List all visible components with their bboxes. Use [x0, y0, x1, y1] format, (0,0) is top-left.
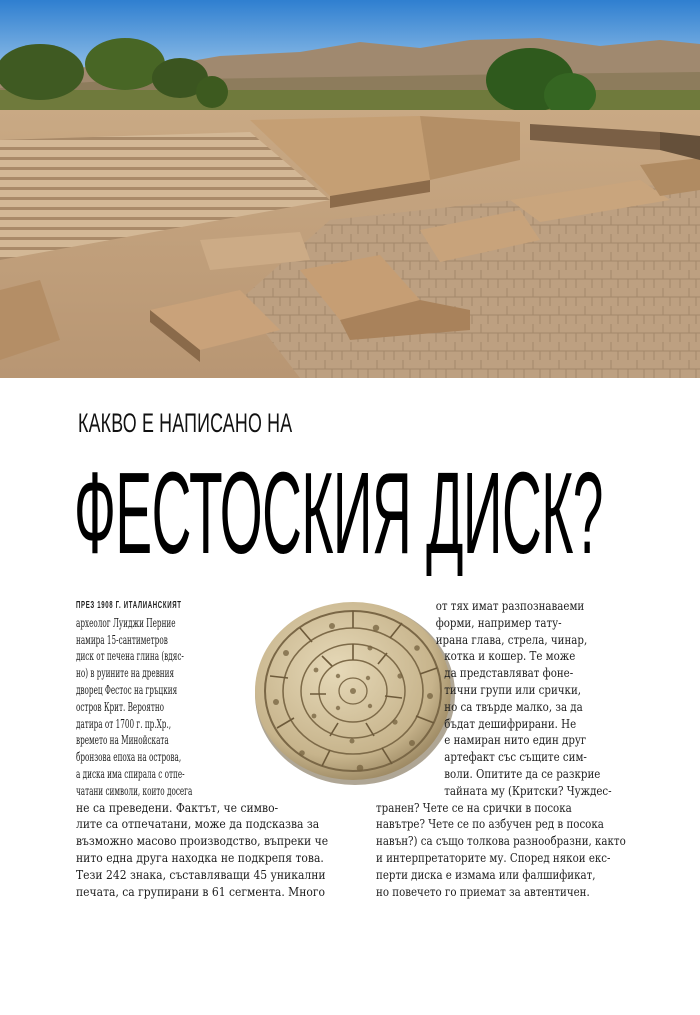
text-line: но са твърде малко, за да	[444, 699, 583, 714]
text-line: археолог Луиджи Перние	[76, 615, 176, 630]
text-line: нито една друга находка не подкрепя това.	[76, 850, 324, 865]
ruins-illustration	[0, 0, 700, 378]
text-line: е намиран нито един друг	[444, 733, 587, 748]
text-line: бъдат дешифрирани. Не	[444, 716, 577, 731]
right-column	[376, 598, 669, 900]
text-line: котка и кошер. Те може	[444, 649, 576, 664]
hero-photo-phaistos-ruins	[0, 0, 700, 378]
text-line: дворец Фестос на гръцкия	[76, 682, 178, 697]
text-line: чатани символи, които досега	[76, 783, 193, 798]
text-line: не са преведени. Фактът, че симво-	[76, 800, 279, 815]
text-line: перти диска е измама или фалшификат,	[376, 867, 596, 882]
text-line: да представляват фоне-	[444, 666, 574, 681]
text-line: артефакт със същите сим-	[444, 750, 587, 765]
text-line: от тях имат разпознаваеми	[435, 599, 585, 613]
text-line: но повечето го приемат за автентичен.	[376, 884, 590, 899]
article-kicker: КАКВО Е НАПИСАНО НА	[78, 408, 293, 438]
text-line: воли. Опитите да се разкрие	[444, 766, 601, 781]
article-headline: ФЕСТОСКИЯ ДИСК?	[74, 448, 603, 579]
text-line: лите са отпечатани, може да подсказва за	[76, 817, 320, 832]
text-line: тични групи или срички,	[444, 682, 582, 697]
text-line: възможно масово производство, въпреки че	[76, 834, 329, 849]
text-line: ирана глава, стрела, чинар,	[435, 632, 588, 647]
text-line: Тези 242 знака, съставляващи 45 уникални	[76, 867, 326, 882]
text-line: тайната му (Критски? Чуждес-	[444, 783, 612, 798]
text-line: датира от 1700 г. пр.Хр.,	[76, 716, 172, 731]
text-line: а диска има спирала с отпе-	[76, 766, 185, 781]
text-line: намира 15-сантиметров	[76, 632, 168, 647]
text-line: транен? Чете се на срички в посока	[376, 800, 572, 815]
text-line: диск от печена глина (вдяс-	[76, 649, 184, 664]
text-line: печата, са групирани в 61 сегмента. Много	[76, 884, 325, 899]
text-line: бронзова епоха на острова,	[76, 750, 182, 765]
text-line: форми, например тату-	[435, 615, 562, 630]
article-lead: ПРЕЗ 1908 Г. ИТАЛИАНСКИЯТ	[76, 600, 182, 611]
text-line: навън?) са също толкова разнообразни, както	[376, 834, 626, 849]
text-line: навътре? Чете се по азбучен ред в посока	[376, 817, 604, 832]
text-line: остров Крит. Вероятно	[76, 699, 165, 714]
text-line: времето на Минойската	[76, 733, 169, 748]
text-line: и интерпретаторите му. Според някои екс-	[376, 850, 611, 865]
text-line: но) в руините на древния	[76, 666, 175, 681]
